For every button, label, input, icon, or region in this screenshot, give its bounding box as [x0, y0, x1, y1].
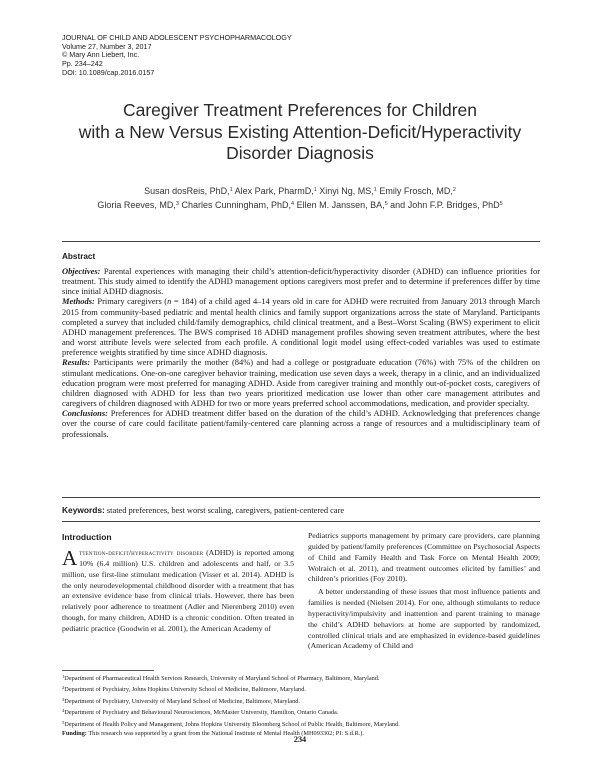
abstract-heading: Abstract [62, 252, 96, 261]
affiliation-mark: 2 [452, 187, 456, 193]
intro-paragraph-1 [62, 548, 294, 635]
objectives-label: Objectives: [62, 266, 101, 276]
footnote [62, 695, 540, 706]
introduction-heading: Introduction [62, 532, 112, 542]
footnote [62, 683, 540, 694]
page-number: 234 [293, 735, 307, 744]
results-label: Results: [62, 357, 91, 368]
footnote-text: Department of Psychiatry, University of Maryland School of Medicine, Baltimore, Maryland. [64, 698, 300, 706]
methods-text: = 184) of a child aged 4–14 years old in care for ADHD were recruited from January 2013 through March 2015 from community-based pediatric and mental health clinics and family support organizations across the state of Maryland. Participants completed a survey that included child/family demographics, child clinical treatment, and a Best–Worst Scaling (BWS) experiment to elicit ADHD management preferences. The BWS comprised 18 ADHD management profiles showing seven treatment attributes, where the best and worst attribute levels were selected from each profile. A conditional logit model using effect-coded variables was used to estimate preference weights stratified by time since ADHD diagnosis. [62, 296, 540, 358]
title-line: Disorder Diagnosis [226, 143, 374, 163]
title-line: with a New Versus Existing Attention-Deficit/Hyperactivity [78, 121, 522, 142]
affiliation-mark: 4 [291, 201, 295, 207]
author-name: Emily Frosch, MD, [376, 186, 453, 196]
methods-n: n [167, 296, 172, 307]
footnote [62, 706, 540, 717]
affiliation-mark: 5 [499, 201, 503, 207]
journal-name: JOURNAL OF CHILD AND ADOLESCENT PSYCHOPHARMACOLOGY [62, 33, 292, 42]
footnote-text: Department of Psychiatry, Johns Hopkins University School of Medicine, Baltimore, Maryland. [64, 686, 306, 694]
intro-paragraph-2: Pediatrics supports management by primary care providers, care planning guided by patient/family preferences (Committee on Psychosocial Aspects of Child and Family Health and Task Force on Mental Health 2009; Wolraich et al. 2011), and treatment outcomes elicited by families’ and children’s priorities (Foy 2010). [308, 531, 540, 584]
keywords-text: stated preferences, best worst scaling, caregivers, patient-centered care [106, 506, 345, 515]
keywords-label: Keywords: [62, 505, 105, 515]
journal-copyright: © Mary Ann Liebert, Inc. [62, 50, 140, 60]
abstract-methods [62, 296, 540, 357]
body-column-right [308, 531, 540, 652]
objectives-text: Parental experiences with managing their child’s attention-deficit/hyperactivity disorder (ADHD) can influence priorities for treatment. This study aimed to identify the ADHD management options caregivers most prefer and to determine if preferences differ by time since initial ADHD diagnosis. [62, 266, 541, 297]
author-name: Xinyi Ng, MS, [316, 186, 374, 196]
methods-label: Methods: [62, 296, 95, 307]
abstract-body [62, 266, 540, 439]
author-name: Ellen M. Janssen, BA, [294, 200, 385, 210]
affiliation-mark: 3 [175, 201, 179, 207]
intro-text: (ADHD) is reported among 10% (6.4 million) U.S. children and adolescents and half, or 3.5 million, use first-line stimulant medication (Visser et al. 2014). ADHD is the only neurodevelopmental childhood disorder with a treatment that has an extensive evidence base from clinical trials. However, there has been relatively poor adherence to treatment (Adler and Nierenberg 2010) even though, for many children, ADHD is a chronic condition. Often treated in pediatric practice (Goodwin et al. 2001), the American Academy of [62, 548, 294, 633]
footnote-number: 4 [62, 708, 65, 714]
affiliation-mark: 5 [384, 201, 388, 207]
author-name: Susan dosReis, PhD, [144, 186, 230, 196]
footnote-rule [62, 670, 154, 671]
affiliation-mark: 1 [313, 187, 317, 193]
article-title [60, 100, 540, 165]
abstract-results [62, 357, 540, 408]
conclusions-label: Conclusions: [62, 408, 108, 419]
author-list [60, 184, 540, 212]
abstract-objectives [62, 266, 540, 296]
affiliation-mark: 1 [229, 187, 233, 193]
footnote-text: Department of Psychiatry and Behavioural Neurosciences, McMaster University, Hamilton, Ontario Canada. [64, 709, 339, 717]
footnote-number: 5 [62, 719, 65, 725]
author-name: and John F.P. Bridges, PhD [387, 200, 500, 210]
conclusions-text: Preferences for ADHD treatment differ based on the duration of the child’s ADHD. Acknowledging that preferences change over the course of care could facilitate patient/family-centered care planning across a range of resources and a multidisciplinary team of professionals. [62, 408, 541, 439]
footnote-text: Department of Health Policy and Management, Johns Hopkins University Bloomberg School of Public Health, Baltimore, Maryland. [64, 721, 400, 729]
footnote-number: 3 [62, 696, 65, 702]
footnote-text: Department of Pharmaceutical Health Services Research, University of Maryland School of Pharmacy, Baltimore, Maryland. [64, 675, 380, 683]
journal-doi[interactable]: DOI: 10.1089/cap.2016.0157 [62, 67, 155, 77]
author-name: Charles Cunningham, PhD, [178, 200, 291, 210]
journal-header [62, 34, 292, 78]
keywords-top-rule [62, 497, 540, 498]
author-name: Gloria Reeves, MD, [97, 200, 176, 210]
journal-pages: Pp. 234–242 [62, 59, 103, 69]
results-text: Participants were primarily the mother (84%) and had a college or postgraduate education (76%) with 75% of the children on stimulant medications. One-on-one caregiver behavior training, medication use seven days a week, therapy in a clinic, and an individualized education program were most preferred for managing ADHD. Aside from caregiver training and monthly out-of-pocket costs, caregivers of children diagnosed with ADHD for less than two years prioritized medication use lower than other care management attributes and caregivers of children diagnosed with ADHD for two or more years preferred school accommodations, medication, and provider specialty. [62, 357, 540, 409]
funding-label: Funding: [62, 730, 87, 738]
abstract-conclusions [62, 408, 540, 438]
body-column-left [62, 548, 294, 635]
drop-cap: A [62, 546, 78, 570]
keywords [62, 505, 540, 516]
author-line-1 [60, 184, 540, 198]
journal-volume: Volume 27, Number 3, 2017 [62, 41, 152, 51]
footnote [62, 718, 540, 729]
footnote-number: 2 [62, 685, 65, 691]
affiliation-mark: 1 [373, 187, 377, 193]
keywords-bottom-rule [62, 521, 540, 522]
author-name: Alex Park, PharmD, [232, 186, 314, 196]
intro-lead: ttention-deficit/hyperactivity disorder [79, 548, 204, 557]
footnote-number: 1 [62, 674, 65, 679]
title-line: Caregiver Treatment Preferences for Children [122, 100, 478, 120]
methods-pre: Primary caregivers ( [97, 296, 168, 307]
funding-text: This research was supported by a grant from the National Institute of Mental Health (MH093302; PI: S.d.R.). [86, 730, 364, 738]
author-line-2 [60, 198, 540, 212]
footnote [62, 672, 540, 683]
footnotes [62, 672, 540, 739]
abstract-top-rule [62, 241, 540, 242]
intro-paragraph-3: A better understanding of these issues that most influence patients and families is needed (Nielsen 2014). For one, although stimulants to reduce hyperactivity/impulsivity and inattention and parent training to manage the child’s ADHD behaviors at home are supported by randomized, controlled clinical trials and are emphasized in evidence-based guidelines (American Academy of Child and [308, 587, 540, 651]
